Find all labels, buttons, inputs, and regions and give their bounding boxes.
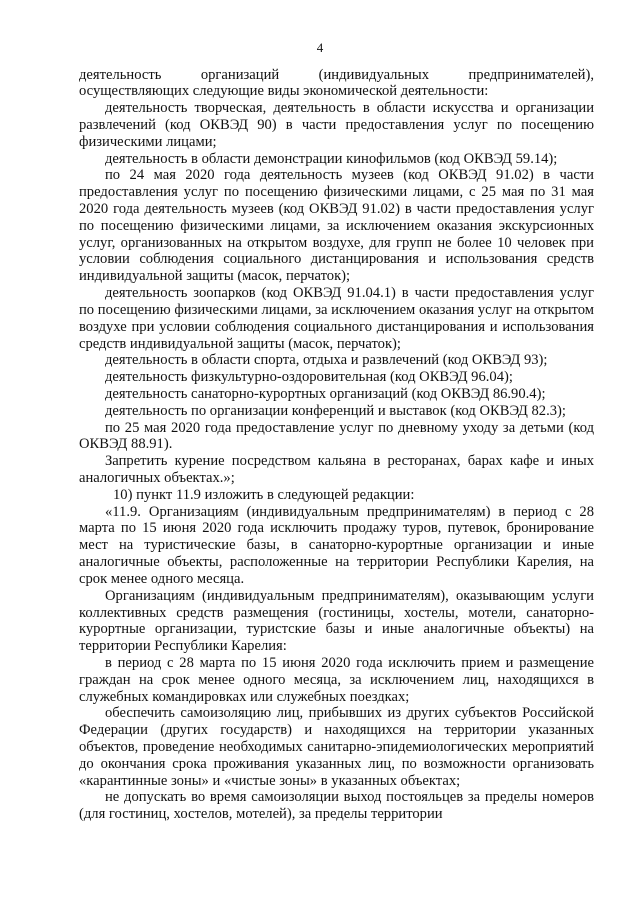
- paragraph: Организациям (индивидуальным предпринимателям), оказывающим услуги коллективных средств размещения (гостиницы, хостелы, мотели, санаторно-курортные организации, туристские базы и иные аналогичные объекты) на территории Республики Карелия:: [79, 587, 594, 655]
- document-body: [79, 67, 594, 824]
- paragraph: Запретить курение посредством кальяна в ресторанах, барах кафе и иных аналогичных объектах.»;: [79, 453, 594, 486]
- page-number: 4: [316, 40, 324, 55]
- paragraph: деятельность санаторно-курортных организаций (код ОКВЭД 86.90.4);: [105, 385, 546, 402]
- paragraph: деятельность в области спорта, отдыха и развлечений (код ОКВЭД 93);: [105, 352, 548, 369]
- paragraph: в период с 28 марта по 15 июня 2020 года исключить прием и размещение граждан на срок менее одного месяца, за исключением лиц, находящихся в служебных командировках или служебных поездках;: [79, 654, 594, 705]
- paragraph: деятельность организаций (индивидуальных предпринимателей), осуществляющих следующие виды экономической деятельности:: [79, 66, 594, 100]
- paragraph: по 24 мая 2020 года деятельность музеев (код ОКВЭД 91.02) в части предоставления услуг по посещению физическими лицами, с 25 мая по 31 мая 2020 года деятельность музеев (код ОКВЭД 91.02) в части предоставления услуг по посещению физическими лицами, за исключением оказания экскурсионных услуг, организованных на открытом воздухе, для групп не более 10 человек при условии соблюдения социального дистанцирования и использования средств индивидуальной защиты (масок, перчаток);: [79, 167, 594, 285]
- paragraph: 10) пункт 11.9 изложить в следующей редакции:: [113, 486, 415, 503]
- paragraph: обеспечить самоизоляцию лиц, прибывших из других субъектов Российской Федерации (других государств) и находящихся на территории указанных объектов, проведение необходимых санитарно-эпидемиологических мероприятий до окончания срока проживания указанных лиц, по возможности организовать «карантинные зоны» и «чистые зоны» в указанных объектах;: [79, 705, 594, 789]
- paragraph: деятельность физкультурно-оздоровительная (код ОКВЭД 96.04);: [105, 369, 513, 386]
- paragraph: не допускать во время самоизоляции выход постояльцев за пределы номеров (для гостиниц, хостелов, мотелей), за пределы территории: [79, 789, 594, 823]
- paragraph: деятельность творческая, деятельность в области искусства и организации развлечений (код ОКВЭД 90) в части предоставления услуг по посещению физическими лицами;: [79, 100, 594, 150]
- paragraph: деятельность в области демонстрации кинофильмов (код ОКВЭД 59.14);: [105, 150, 558, 167]
- paragraph: «11.9. Организациям (индивидуальным предпринимателям) в период с 28 марта по 15 июня 2020 года исключить продажу туров, путевок, бронирование мест на туристические базы, в санаторно-курортные организации и иные аналогичные объекты, расположенные на территории Республики Карелия, на срок менее одного месяца.: [79, 503, 594, 587]
- paragraph: деятельность по организации конференций и выставок (код ОКВЭД 82.3);: [105, 402, 566, 419]
- paragraph: по 25 мая 2020 года предоставление услуг по дневному уходу за детьми (код ОКВЭД 88.91).: [79, 419, 594, 453]
- paragraph: деятельность зоопарков (код ОКВЭД 91.04.1) в части предоставления услуг по посещению физическими лицами, за исключением оказания услуг на открытом воздухе при условии соблюдения социального дистанцирования и использования средств индивидуальной защиты (масок, перчаток);: [79, 285, 594, 352]
